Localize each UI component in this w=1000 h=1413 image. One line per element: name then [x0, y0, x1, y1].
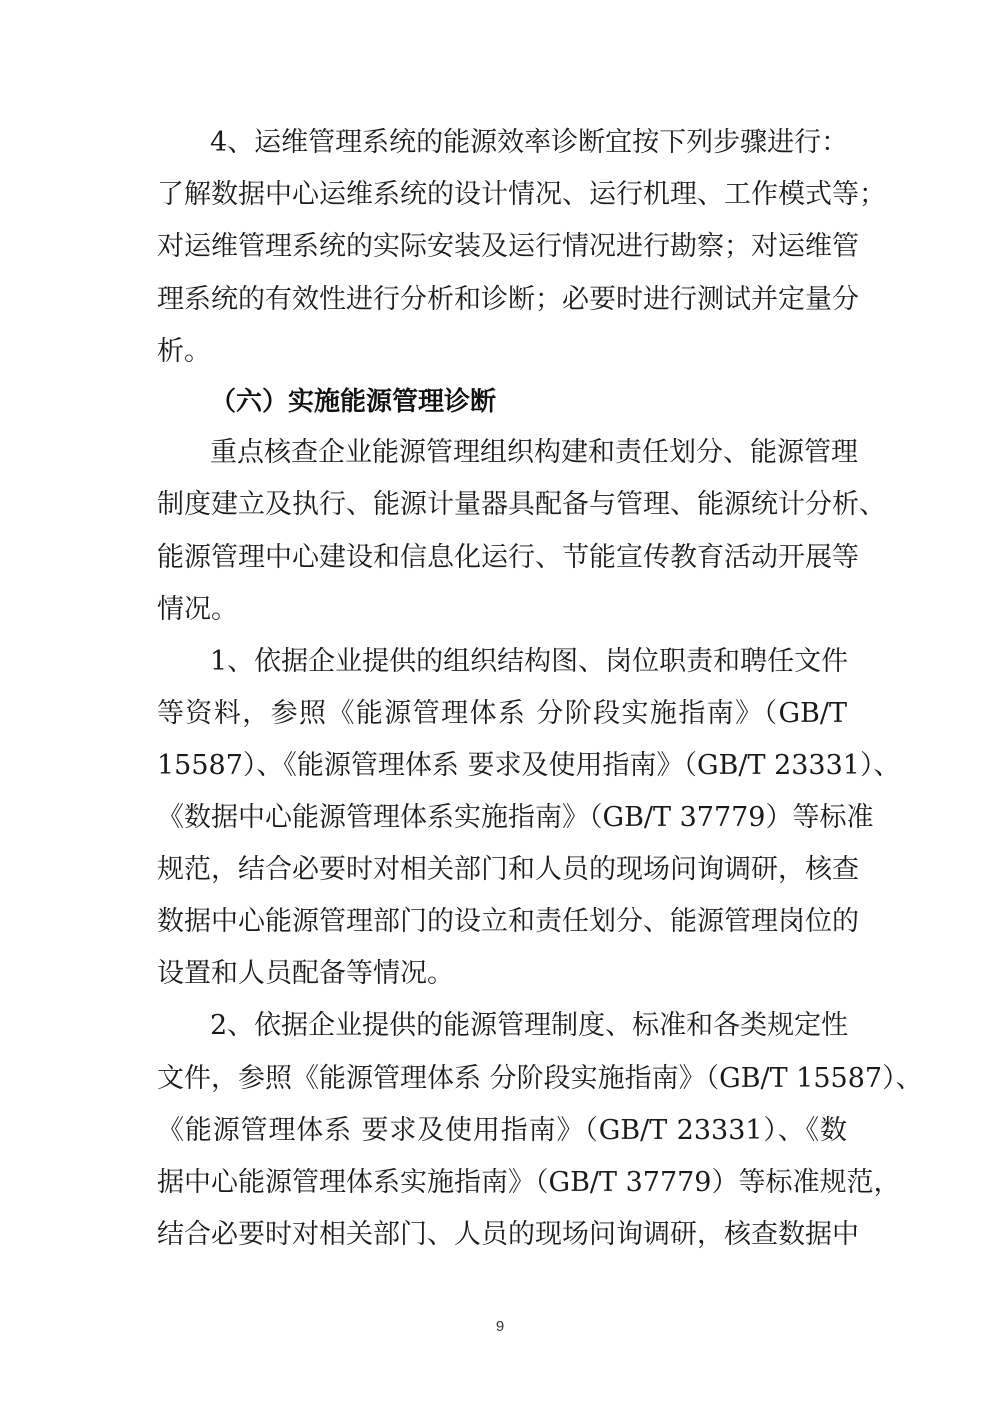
paragraph-line: 15587）、《能源管理体系 要求及使用指南》（GB/T 23331）、: [157, 750, 901, 781]
paragraph-line: 1、依据企业提供的组织结构图、岗位职责和聘任文件: [210, 646, 849, 677]
page-number: 9: [495, 1318, 505, 1335]
paragraph-line: 制度建立及执行、能源计量器具配备与管理、能源统计分析、: [157, 489, 886, 520]
paragraph-line: 理系统的有效性进行分析和诊断；必要时进行测试并定量分: [157, 284, 859, 315]
paragraph-line: 据中心能源管理体系实施指南》（GB/T 37779）等标准规范，: [157, 1167, 901, 1198]
paragraph-line: 《数据中心能源管理体系实施指南》（GB/T 37779）等标准: [157, 802, 874, 833]
paragraph-line: 文件，参照《能源管理体系 分阶段实施指南》（GB/T 15587）、: [157, 1063, 923, 1094]
paragraph-line: 设置和人员配备等情况。: [157, 958, 454, 989]
paragraph-line: 《能源管理体系 要求及使用指南》（GB/T 23331）、《数: [157, 1115, 847, 1146]
section-heading: （六）实施能源管理诊断: [210, 387, 497, 417]
paragraph-line: 析。: [157, 336, 211, 367]
paragraph-line: 了解数据中心运维系统的设计情况、运行机理、工作模式等；: [157, 179, 886, 210]
paragraph-line: 能源管理中心建设和信息化运行、节能宣传教育活动开展等: [157, 542, 859, 573]
paragraph-line: 规范，结合必要时对相关部门和人员的现场问询调研，核查: [157, 854, 859, 885]
paragraph-line: 数据中心能源管理部门的设立和责任划分、能源管理岗位的: [157, 906, 859, 937]
paragraph-line: 情况。: [157, 594, 238, 625]
paragraph-line: 4、运维管理系统的能源效率诊断宜按下列步骤进行：: [210, 127, 849, 158]
paragraph-line: 重点核查企业能源管理组织构建和责任划分、能源管理: [210, 437, 858, 468]
paragraph-line: 结合必要时对相关部门、人员的现场问询调研，核查数据中: [157, 1219, 859, 1250]
paragraph-line: 对运维管理系统的实际安装及运行情况进行勘察；对运维管: [157, 231, 859, 262]
paragraph-line: 等资料，参照《能源管理体系 分阶段实施指南》（GB/T: [157, 698, 847, 729]
paragraph-line: 2、依据企业提供的能源管理制度、标准和各类规定性: [210, 1010, 849, 1041]
